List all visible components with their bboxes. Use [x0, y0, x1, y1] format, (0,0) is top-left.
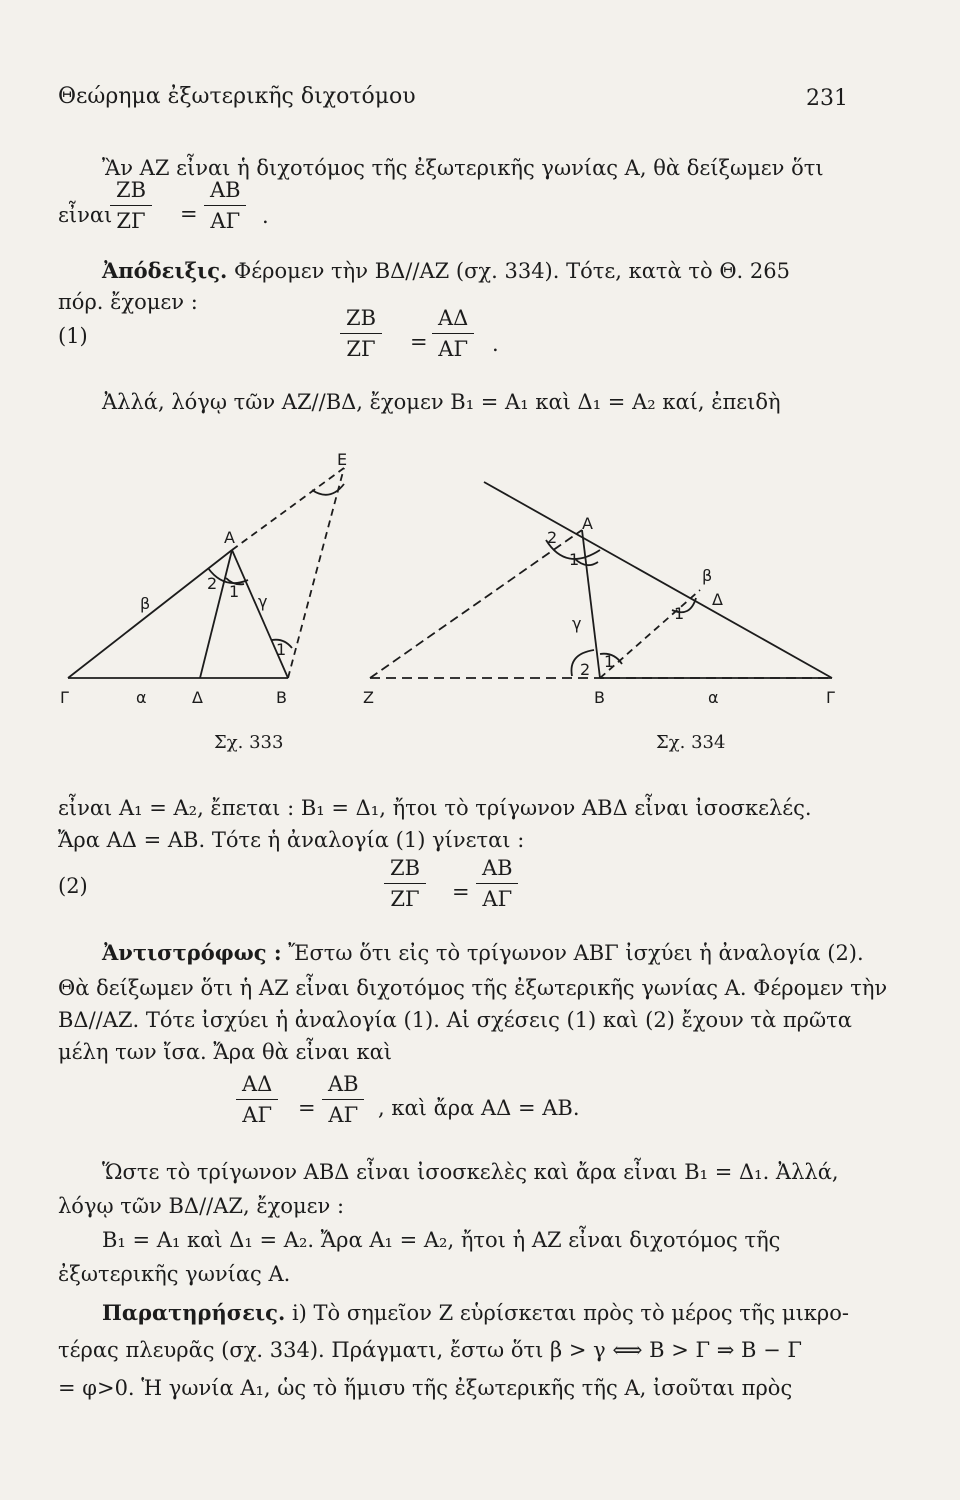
page-number: 231 — [806, 86, 848, 111]
converse-line8: ἐξωτερικῆς γωνίας Α. — [58, 1262, 291, 1286]
fraction-numerator: ΑΔ — [242, 1072, 273, 1096]
fraction-denominator: ΑΓ — [204, 205, 246, 232]
fraction-denominator: ΑΓ — [432, 333, 474, 360]
converse-line4: μέλη των ἴσα. Ἄρα θὰ εἶναι καὶ — [58, 1040, 393, 1064]
figure-333 — [68, 468, 344, 678]
parallel-bd — [600, 590, 700, 678]
remarks-line3: = φ>0. Ἡ γωνία Α₁, ὡς τὸ ἥμισυ τῆς ἐξωτερικῆς τῆς Α, ἰσοῦται πρὸς — [58, 1376, 793, 1400]
eq1-label: (1) — [58, 324, 88, 348]
fraction-denominator: ΖΓ — [340, 333, 381, 360]
converse-line5: Ὥστε τὸ τρίγωνον ΑΒΔ εἶναι ἰσοσκελὲς καὶ ἄρα εἶναι Β₁ = Δ₁. Ἀλλά, — [102, 1160, 839, 1184]
fraction-numerator: ΖΒ — [346, 306, 377, 330]
fig334-label-2: 2 — [547, 528, 558, 547]
equals-sign: = — [410, 330, 428, 354]
para1-line1: Ἂν ΑΖ εἶναι ἡ διχοτόμος τῆς ἐξωτερικῆς γωνίας Α, θὰ δείξωμεν ὅτι — [102, 156, 824, 180]
eq2-label: (2) — [58, 874, 88, 898]
converse-line7: Β₁ = Α₁ καὶ Δ₁ = Α₂. Ἄρα Α₁ = Α₂, ἤτοι ἡ ΑΖ εἶναι διχοτόμος τῆς — [102, 1228, 781, 1252]
fig333-label-a: Α — [224, 528, 235, 547]
fig334-label-b2: 2 — [580, 660, 591, 679]
period: . — [492, 332, 499, 356]
converse-line2: Θὰ δείξωμεν ὅτι ἡ ΑΖ εἶναι διχοτόμος τῆς ἐξωτερικῆς γωνίας Α. Φέρομεν τὴν — [58, 976, 888, 1000]
fig333-label-2: 2 — [207, 574, 218, 593]
remarks-line2: τέρας πλευρᾶς (σχ. 334). Πράγματι, ἔστω ὅτι β > γ ⟺ Β > Γ ⇒ Β − Γ — [58, 1338, 802, 1362]
fig334-label-gamma-vertex: Γ — [826, 688, 835, 707]
eq3-fraction-right — [322, 1074, 365, 1126]
converse-line1-text: Ἔστω ὅτι εἰς τὸ τρίγωνον ΑΒΓ ἰσχύει ἡ ἀναλογία (2). — [288, 941, 864, 965]
remarks-heading: Παρατηρήσεις. — [102, 1300, 286, 1325]
figure-334 — [370, 482, 832, 678]
eq2-fraction-left — [384, 858, 426, 910]
proof-heading: Ἀπόδειξις. — [102, 258, 228, 283]
eq1-fraction-left — [340, 308, 382, 360]
bisector-ad — [200, 550, 232, 678]
fraction-denominator: ΑΓ — [236, 1099, 278, 1126]
proof-line1 — [102, 260, 790, 282]
converse-line3: ΒΔ//ΑΖ. Τότε ἰσχύει ἡ ἀναλογία (1). Αἱ σχέσεις (1) καὶ (2) ἔχουν τὰ πρῶτα — [58, 1008, 852, 1032]
proof-line2: πόρ. ἔχομεν : — [58, 290, 198, 314]
converse-line6: λόγῳ τῶν ΒΔ//ΑΖ, ἔχομεν : — [58, 1194, 345, 1218]
fig333-label-1: 1 — [229, 582, 240, 601]
converse-heading: Ἀντιστρόφως : — [102, 940, 282, 965]
period: . — [262, 204, 269, 228]
fraction-denominator: ΖΓ — [110, 205, 151, 232]
eq2-fraction-right — [476, 858, 519, 910]
running-header-title: Θεώρημα ἐξωτερικῆς διχοτόμου — [58, 84, 416, 109]
fig334-label-d1: 1 — [674, 604, 685, 623]
fig334-label-z: Ζ — [363, 688, 374, 707]
remarks-line1 — [102, 1302, 849, 1324]
fraction-denominator: ΑΓ — [322, 1099, 364, 1126]
proof-line1-text: Φέρομεν τὴν ΒΔ//ΑΖ (σχ. 334). Τότε, κατὰ τὸ Θ. 265 — [234, 259, 790, 283]
proof-line3: Ἀλλά, λόγῳ τῶν ΑΖ//ΒΔ, ἔχομεν Β₁ = Α₁ καὶ Δ₁ = Α₂ καί, ἐπειδὴ — [102, 390, 781, 414]
fraction-numerator: ΑΒ — [210, 178, 241, 202]
fig333-label-b: Β — [276, 688, 287, 707]
fig334-label-1: 1 — [569, 550, 580, 569]
eq1-fraction-right — [432, 308, 474, 360]
parallel-be — [288, 468, 344, 678]
converse-line1 — [102, 942, 864, 964]
fraction-numerator: ΖΒ — [390, 856, 421, 880]
para1-fraction-left — [110, 180, 152, 232]
fraction-denominator: ΑΓ — [476, 883, 518, 910]
fig333-label-gamma-vertex: Γ — [60, 688, 69, 707]
side-b-segment — [68, 550, 232, 678]
fig334-label-b: Β — [594, 688, 605, 707]
para1-lead: εἶναι — [58, 203, 113, 227]
fig334-label-b1: 1 — [604, 652, 615, 671]
eq3-tail: , καὶ ἄρα ΑΔ = ΑΒ. — [378, 1096, 580, 1120]
equals-sign: = — [452, 880, 470, 904]
para2-line1: εἶναι Α₁ = Α₂, ἔπεται : Β₁ = Δ₁, ἤτοι τὸ τρίγωνον ΑΒΔ εἶναι ἰσοσκελές. — [58, 796, 812, 820]
fraction-numerator: ΖΒ — [116, 178, 147, 202]
fraction-denominator: ΖΓ — [384, 883, 425, 910]
fig333-label-alpha: α — [136, 688, 147, 707]
fig334-label-beta: β — [702, 566, 713, 585]
fraction-numerator: ΑΒ — [328, 1072, 359, 1096]
remarks-line1-text: i) Τὸ σημεῖον Ζ εὑρίσκεται πρὸς τὸ μέρος τῆς μικρο- — [291, 1301, 850, 1325]
fig333-label-gamma: γ — [258, 592, 268, 611]
fraction-numerator: ΑΔ — [438, 306, 469, 330]
side-ag-extended — [484, 482, 832, 678]
figure-caption-334: Σχ. 334 — [656, 732, 726, 753]
external-bisector-za — [370, 530, 582, 678]
equals-sign: = — [180, 202, 198, 226]
fig334-label-alpha: α — [708, 688, 719, 707]
fig334-label-gamma: γ — [572, 614, 582, 633]
external-bisector-ae — [232, 468, 344, 550]
eq3-fraction-left — [236, 1074, 278, 1126]
fig334-label-a: Α — [582, 514, 593, 533]
fig333-label-e1: 1 — [276, 640, 287, 659]
angle-arc-e — [312, 484, 344, 495]
fig334-label-delta: Δ — [712, 590, 723, 609]
para1-fraction-right — [204, 180, 247, 232]
para2-line2: Ἄρα ΑΔ = ΑΒ. Τότε ἡ ἀναλογία (1) γίνεται : — [58, 828, 525, 852]
equals-sign: = — [298, 1096, 316, 1120]
figure-caption-333: Σχ. 333 — [214, 732, 284, 753]
fig333-label-e: Ε — [337, 450, 348, 469]
fraction-numerator: ΑΒ — [482, 856, 513, 880]
fig333-label-beta: β — [140, 594, 151, 613]
fig333-label-delta: Δ — [192, 688, 203, 707]
